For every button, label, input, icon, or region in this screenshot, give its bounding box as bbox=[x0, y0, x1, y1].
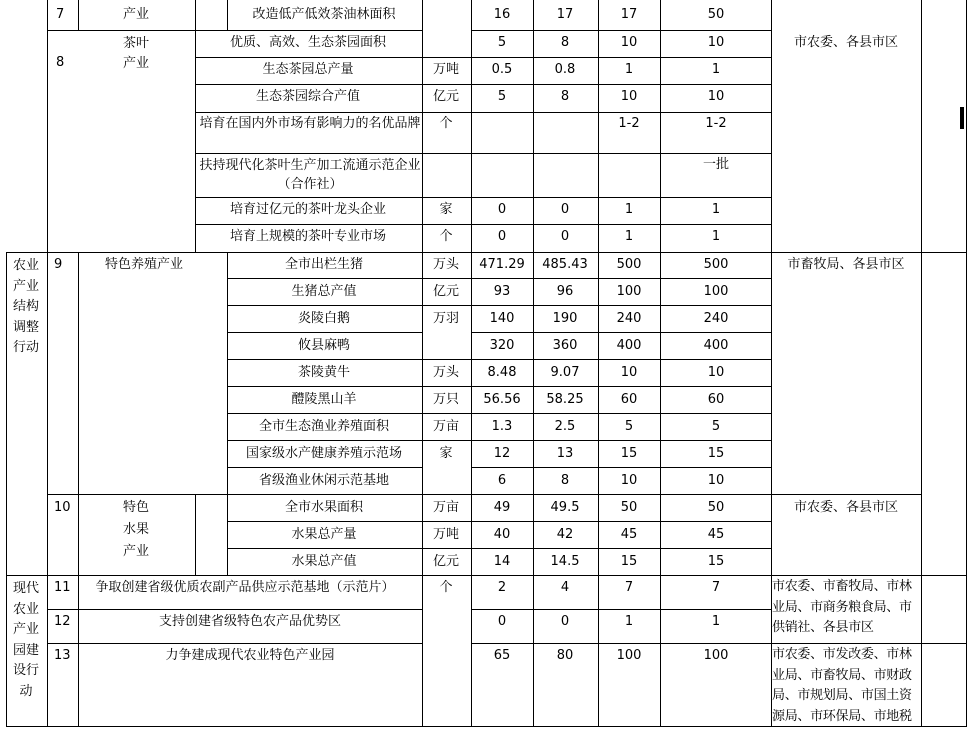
cell-dept: 市农委、各县市区 bbox=[793, 35, 899, 50]
cell-v2: 8 bbox=[560, 35, 570, 50]
cell-v2: 8 bbox=[560, 89, 570, 104]
table-line bbox=[660, 0, 661, 727]
cell-action: 现代 农业 产业 园建 设行 动 bbox=[12, 581, 40, 699]
cell-v2: 49.5 bbox=[550, 500, 580, 515]
table-line bbox=[533, 0, 534, 727]
cell-v1: 140 bbox=[489, 311, 515, 326]
cell-v1: 1.3 bbox=[491, 419, 513, 434]
cell-unit: 亿元 bbox=[432, 284, 460, 299]
table-line bbox=[227, 440, 771, 441]
table-line bbox=[471, 30, 771, 31]
cell-v3: 1 bbox=[624, 62, 634, 77]
table-line bbox=[598, 0, 599, 727]
cell-unit: 亿元 bbox=[432, 89, 460, 104]
table-line bbox=[921, 0, 922, 727]
cell-v4: 7 bbox=[711, 580, 721, 595]
cell-v1: 0 bbox=[497, 202, 507, 217]
table-line bbox=[6, 726, 966, 727]
cell-v3: 5 bbox=[624, 419, 634, 434]
cell-v4: 10 bbox=[707, 365, 725, 380]
cell-v2: 80 bbox=[556, 648, 574, 663]
cell-v3: 100 bbox=[616, 648, 642, 663]
table-line bbox=[227, 332, 422, 333]
cell-v1: 5 bbox=[497, 89, 507, 104]
cell-no: 11 bbox=[54, 580, 71, 595]
cell-v1: 56.56 bbox=[483, 392, 521, 407]
cell-v2: 9.07 bbox=[550, 365, 580, 380]
cell-v4: 100 bbox=[703, 284, 729, 299]
cell-v2: 13 bbox=[556, 446, 574, 461]
cell-v3: 1 bbox=[624, 202, 634, 217]
cell-item: 争取创建省级优质农副产品供应示范基地（示范片） bbox=[95, 580, 395, 595]
cell-action: 农业 产业 结构 调整 行动 bbox=[12, 258, 40, 355]
cell-unit: 万吨 bbox=[432, 527, 460, 542]
cell-dept: 市农委、市发改委、市林业局、市畜牧局、市财政局、市规划局、市国土资源局、市环保局、市地税 bbox=[772, 647, 912, 724]
cell-v2: 14.5 bbox=[550, 554, 580, 569]
cell-v2: 17 bbox=[556, 7, 574, 22]
table-line bbox=[227, 386, 771, 387]
cell-v1: 65 bbox=[493, 648, 511, 663]
cell-v3: 50 bbox=[620, 500, 638, 515]
cell-dept: 市农委、市畜牧局、市林业局、市商务粮食局、市供销社、各县市区 bbox=[772, 579, 912, 635]
cell-v1: 8.48 bbox=[487, 365, 517, 380]
cell-v2: 360 bbox=[552, 338, 578, 353]
cell-v3: 1 bbox=[624, 614, 634, 629]
cell-v1: 320 bbox=[489, 338, 515, 353]
cell-unit: 家 bbox=[439, 446, 453, 461]
cell-unit: 万吨 bbox=[432, 62, 460, 77]
cell-v2: 96 bbox=[556, 284, 574, 299]
table-line bbox=[422, 0, 423, 727]
table-line bbox=[471, 609, 771, 610]
cell-v2: 0 bbox=[560, 202, 570, 217]
cell-unit: 万亩 bbox=[432, 419, 460, 434]
cell-v3: 15 bbox=[620, 446, 638, 461]
cell-item: 全市生态渔业养殖面积 bbox=[258, 419, 390, 434]
cell-unit: 个 bbox=[439, 116, 453, 131]
cell-no: 13 bbox=[54, 648, 71, 663]
cell-v3: 60 bbox=[620, 392, 638, 407]
cell-v3: 45 bbox=[620, 527, 638, 542]
cell-v2: 2.5 bbox=[554, 419, 576, 434]
cell-item: 生猪总产值 bbox=[291, 284, 357, 299]
cell-v4: 10 bbox=[707, 89, 725, 104]
table-line bbox=[6, 252, 7, 727]
cell-v4: 1 bbox=[711, 614, 721, 629]
cell-v4: 1-2 bbox=[705, 116, 727, 131]
cell-item: 省级渔业休闲示范基地 bbox=[258, 473, 390, 488]
cell-v1: 12 bbox=[493, 446, 511, 461]
cell-no: 9 bbox=[54, 257, 63, 272]
cell-v4: 1 bbox=[711, 62, 721, 77]
table-line bbox=[47, 30, 422, 31]
cell-item: 力争建成现代农业特色产业园 bbox=[165, 648, 335, 663]
table-line bbox=[227, 278, 771, 279]
table-line bbox=[6, 575, 966, 576]
cell-v3: 400 bbox=[616, 338, 642, 353]
table-line bbox=[471, 643, 966, 644]
cell-item: 水果总产量 bbox=[291, 527, 357, 542]
cell-v3: 7 bbox=[624, 580, 634, 595]
cell-item: 炎陵白鹅 bbox=[297, 311, 351, 326]
cell-unit: 个 bbox=[439, 229, 453, 244]
cell-item: 生态茶园综合产值 bbox=[255, 89, 361, 104]
cell-unit: 家 bbox=[439, 202, 453, 217]
cell-v2: 58.25 bbox=[546, 392, 584, 407]
table-line bbox=[195, 84, 771, 85]
table-line bbox=[227, 467, 422, 468]
cell-v1: 0.5 bbox=[491, 62, 513, 77]
cell-v4: 240 bbox=[703, 311, 729, 326]
cell-v3: 17 bbox=[620, 7, 638, 22]
cell-v1: 49 bbox=[493, 500, 511, 515]
cell-item: 优质、高效、生态茶园面积 bbox=[229, 35, 387, 50]
cell-v1: 471.29 bbox=[479, 257, 525, 272]
cell-v4: 50 bbox=[707, 7, 725, 22]
cell-v2: 42 bbox=[556, 527, 574, 542]
cell-item: 全市出栏生猪 bbox=[284, 257, 364, 272]
cell-item: 水果总产值 bbox=[291, 554, 357, 569]
cell-no: 10 bbox=[54, 500, 71, 515]
cell-unit: 个 bbox=[439, 580, 453, 595]
table-line bbox=[227, 359, 771, 360]
cell-unit: 万只 bbox=[432, 392, 460, 407]
cell-v4: 1 bbox=[711, 202, 721, 217]
cell-v1: 93 bbox=[493, 284, 511, 299]
cell-v3: 500 bbox=[616, 257, 642, 272]
cell-v1: 2 bbox=[497, 580, 507, 595]
table-line bbox=[195, 224, 771, 225]
table-line bbox=[195, 197, 771, 198]
cell-v3: 15 bbox=[620, 554, 638, 569]
table-line bbox=[227, 0, 228, 30]
cell-v1: 6 bbox=[497, 473, 507, 488]
cell-unit: 万头 bbox=[432, 365, 460, 380]
cell-unit: 万头 bbox=[432, 257, 460, 272]
cell-v4: 500 bbox=[703, 257, 729, 272]
cell-item: 培育过亿元的茶叶龙头企业 bbox=[229, 202, 387, 217]
cell-unit: 万亩 bbox=[432, 500, 460, 515]
table-line bbox=[471, 0, 472, 727]
cell-item: 改造低产低效茶油林面积 bbox=[252, 7, 396, 22]
cell-v4: 400 bbox=[703, 338, 729, 353]
cell-v3: 1 bbox=[624, 229, 634, 244]
cell-dept: 市农委、各县市区 bbox=[793, 500, 899, 515]
cell-v4: 15 bbox=[707, 446, 725, 461]
cell-v3: 1-2 bbox=[618, 116, 640, 131]
table-line bbox=[78, 252, 79, 575]
table-line bbox=[195, 0, 196, 253]
cell-v4: 5 bbox=[711, 419, 721, 434]
cell-v3: 10 bbox=[620, 365, 638, 380]
cell-item: 攸县麻鸭 bbox=[297, 338, 351, 353]
cell-v4: 60 bbox=[707, 392, 725, 407]
cell-no: 8 bbox=[56, 55, 65, 70]
table-line bbox=[47, 643, 422, 644]
cell-v2: 8 bbox=[560, 473, 570, 488]
table-line bbox=[47, 494, 921, 495]
cell-item: 全市水果面积 bbox=[284, 500, 364, 515]
cell-v3: 100 bbox=[616, 284, 642, 299]
cell-item: 培育上规模的茶叶专业市场 bbox=[229, 229, 387, 244]
cell-v4: 10 bbox=[707, 35, 725, 50]
cell-no: 12 bbox=[54, 614, 71, 629]
cell-item: 生态茶园总产量 bbox=[262, 62, 354, 77]
table-line bbox=[47, 609, 422, 610]
table-line bbox=[195, 153, 771, 154]
cell-v1: 16 bbox=[493, 7, 511, 22]
table-line bbox=[195, 494, 196, 575]
table-line bbox=[227, 521, 771, 522]
cell-v1: 5 bbox=[497, 35, 507, 50]
cell-item: 国家级水产健康养殖示范场 bbox=[245, 446, 403, 461]
cell-industry: 特色 水果 产业 bbox=[122, 500, 150, 559]
cell-v4: 1 bbox=[711, 229, 721, 244]
cell-v4: 15 bbox=[707, 554, 725, 569]
cell-v2: 0 bbox=[560, 229, 570, 244]
cell-v4: 100 bbox=[703, 648, 729, 663]
cell-v2: 0 bbox=[560, 614, 570, 629]
cell-v3: 10 bbox=[620, 473, 638, 488]
cell-v2: 4 bbox=[560, 580, 570, 595]
cell-v1: 0 bbox=[497, 229, 507, 244]
cell-v3: 10 bbox=[620, 35, 638, 50]
cell-v4: 50 bbox=[707, 500, 725, 515]
cell-item: 扶持现代化茶叶生产加工流通示范企业（合作社） bbox=[199, 158, 421, 192]
cell-v3: 10 bbox=[620, 89, 638, 104]
cell-v4: 10 bbox=[707, 473, 725, 488]
cell-item: 培育在国内外市场有影响力的名优品牌 bbox=[199, 116, 421, 131]
cell-v2: 485.43 bbox=[542, 257, 588, 272]
cell-dept: 市畜牧局、各县市区 bbox=[787, 257, 905, 272]
cell-unit: 亿元 bbox=[432, 554, 460, 569]
cell-v3: 240 bbox=[616, 311, 642, 326]
cell-unit: 万羽 bbox=[432, 311, 460, 326]
cell-item: 醴陵黑山羊 bbox=[291, 392, 357, 407]
table-line bbox=[227, 305, 771, 306]
cell-v1: 0 bbox=[497, 614, 507, 629]
cell-industry: 茶叶 产业 bbox=[122, 36, 150, 71]
cell-no: 7 bbox=[56, 7, 65, 22]
table-line bbox=[471, 332, 771, 333]
table-line bbox=[78, 0, 79, 30]
table-line bbox=[227, 252, 228, 575]
cell-v4: 45 bbox=[707, 527, 725, 542]
cell-industry: 特色养殖产业 bbox=[104, 257, 184, 272]
cell-v2: 0.8 bbox=[554, 62, 576, 77]
cell-item: 茶陵黄牛 bbox=[297, 365, 351, 380]
table-line bbox=[227, 413, 771, 414]
edge-mark bbox=[960, 107, 964, 129]
cell-v4: 一批 bbox=[702, 157, 730, 172]
cell-industry: 产业 bbox=[122, 7, 150, 22]
table-line bbox=[195, 57, 771, 58]
cell-v2: 190 bbox=[552, 311, 578, 326]
cell-v1: 40 bbox=[493, 527, 511, 542]
table-line bbox=[471, 467, 771, 468]
table-line bbox=[47, 0, 48, 727]
table-line bbox=[78, 575, 79, 727]
cell-v1: 14 bbox=[493, 554, 511, 569]
table-line bbox=[227, 548, 771, 549]
table-line bbox=[6, 252, 966, 253]
table-line bbox=[195, 112, 771, 113]
cell-item: 支持创建省级特色农产品优势区 bbox=[158, 614, 342, 629]
